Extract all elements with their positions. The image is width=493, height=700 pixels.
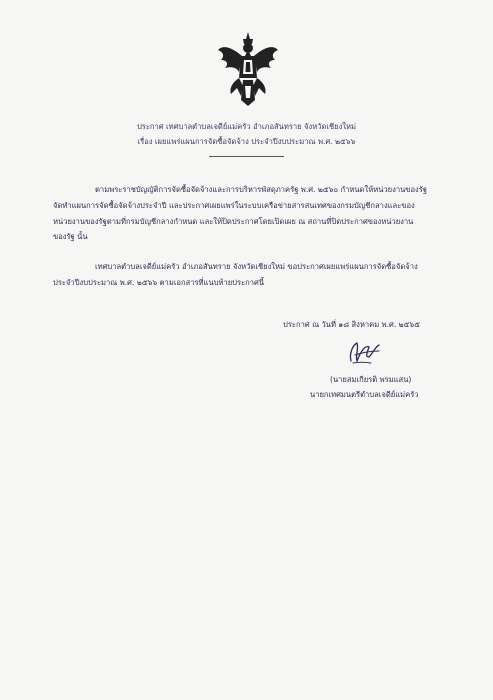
announcement-heading: ประกาศ เทศบาลตำบลเจดีย์แม่ครัว อำเภอสันทราย จังหวัดเชียงใหม่ xyxy=(136,122,357,131)
body-line: หน่วยงานของรัฐตามที่กรมบัญชีกลางกำหนด และให้ปิดประกาศโดยเปิดเผย ณ สถานที่ปิดประกาศของหน่วยงาน xyxy=(53,217,414,226)
body-line: ของรัฐ นั้น xyxy=(53,232,88,241)
body-line: ตามพระราชบัญญัติการจัดซื้อจัดจ้างและการบริหารพัสดุภาครัฐ พ.ศ. ๒๕๖๐ กำหนดให้หน่วยงานของรัฐ xyxy=(95,185,428,194)
garuda-emblem-icon xyxy=(215,30,281,108)
handwritten-signature xyxy=(345,335,383,367)
announcement-subject: เรื่อง เผยแพร่แผนการจัดซื้อจัดจ้าง ประจำปีงบประมาณ พ.ศ. ๒๕๖๖ xyxy=(137,137,356,146)
body-line: ประจำปีงบประมาณ พ.ศ. ๒๕๖๖ ตามเอกสารที่แนบท้ายประกาศนี้ xyxy=(53,278,265,287)
body-line: จัดทำแผนการจัดซื้อจัดจ้างประจำปี และประกาศเผยแพร่ในระบบเครือข่ายสารสนเทศของกรมบัญชีกลางและของ xyxy=(53,201,415,210)
signer-position: นายกเทศมนตรีตำบลเจดีย์แม่ครัว xyxy=(310,390,419,399)
heading-divider xyxy=(209,156,284,157)
body-line: เทศบาลตำบลเจดีย์แม่ครัว อำเภอสันทราย จังหวัดเชียงใหม่ ขอประกาศเผยแพร่แผนการจัดซื้อจัดจ้าง xyxy=(95,262,418,271)
announcement-date: ประกาศ ณ วันที่ ๑๘ สิงหาคม พ.ศ. ๒๕๖๕ xyxy=(283,320,420,329)
signer-name: (นายสมเกียรติ พรมแสน) xyxy=(330,375,412,384)
